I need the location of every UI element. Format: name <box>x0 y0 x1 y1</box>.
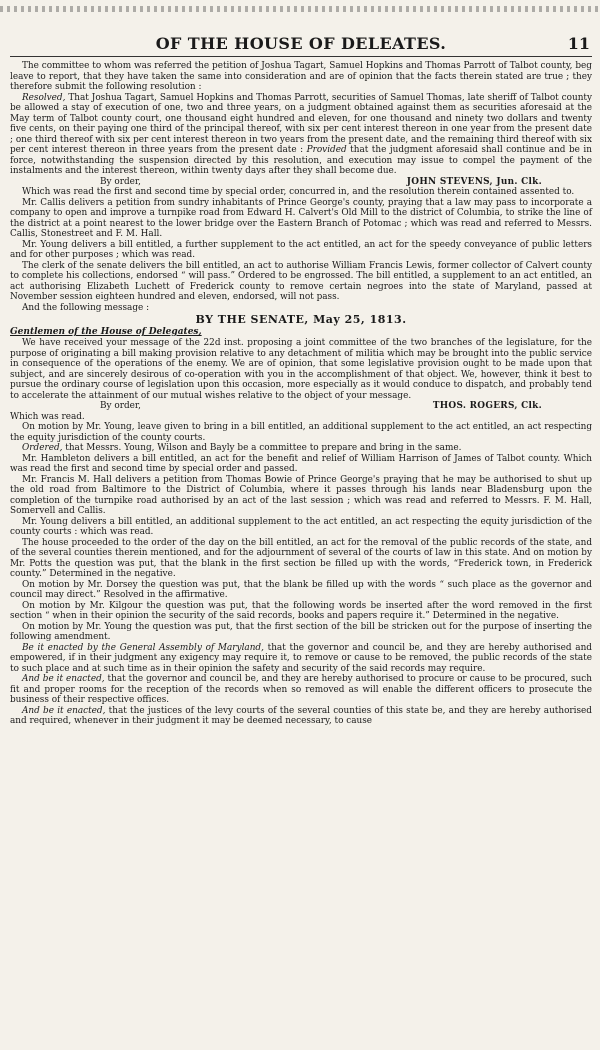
callis-petition-paragraph: Mr. Callis delivers a petition from sundry inhabitants of Prince George's county, praying that a law may pass to incorporate a company to open and improve a turnpike road from Edward H. Calvert's Old Mill to the district of Columbia, to strike the line of the district at a point nearest to the lower bridge over the Eastern Branch of Potomac ; which was read and referred to Messrs. Callis, Stonestreet and F. M. Hall. <box>10 197 592 239</box>
ordered-label: Ordered, <box>22 443 63 453</box>
by-order-label: By order, <box>100 176 141 187</box>
provided-label: Provided <box>303 145 347 155</box>
page-number: 11 <box>567 34 590 53</box>
young-bill-paragraph: Mr. Young delivers a bill entitled, a further supplement to the act entitled, an act for the speedy conveyance of public letters and for other purposes ; which was read. <box>10 239 592 260</box>
resolution-text: That Joshua Tagart, Samuel Hopkins and Thomas Parrott, securities of Samuel Thomas, late sheriff of Talbot county be allowed a stay of execution of one, two and three years, on a judgment obtained against them as securities aforesaid at the May term of Talbot county court, one thousand eight hundred and eleven, for one thousand and ninety two dollars and twenty five cents, on their paying one third of the principal thereof, with six per cent interest thereon in one year from the present date ; one third thereof with six per cent interest thereon in two years from the present date, and the remaining third thereof with six per cent interest thereon in three years from the present date : <box>10 92 592 155</box>
young-supplement-paragraph: Mr. Young delivers a bill entitled, an additional supplement to the act entitled, an act respecting the equity jurisdiction of the county courts : which was read. <box>10 516 592 537</box>
provided-text: that the judgment aforesaid shall continue and be in force, notwithstanding the suspension directed by this resolution, and execution may issue to compel the payment of the instalments and the interest thereon, within twenty days after they shall become due. <box>10 145 592 176</box>
enacted-label: And be it enacted, <box>22 674 105 684</box>
enactment-text: that the justices of the levy courts of the several counties of this state be, and they are hereby authorised and required, whenever in their judgment it may be deemed necessary, to cause <box>10 705 592 726</box>
enactment-paragraph-2 <box>10 674 592 706</box>
order-of-day-paragraph: The house proceeded to the order of the day on the bill entitled, an act for the removal of the public records of the state, and of the several counties therein mentioned, and for the adjournment of several of the courts of law in this state. And on motion by Mr. Potts the question was put, that the blank in the first section be filled up with the words, “Frederick town, in Frederick county.” Determined in the negative. <box>10 537 592 579</box>
page-header <box>10 34 592 57</box>
ordered-text: that Messrs. Young, Wilson and Bayly be a committee to prepare and bring in the same. <box>62 443 462 453</box>
enactment-text: that the governor and council be, and they are hereby authorised and empowered, if in their judgment any exigency may require it, to remove or cause to be removed, the public records of the state to such place and at such time as in their opinion the safety and security of the said records may require. <box>10 642 592 674</box>
salutation: Gentlemen of the House of Delegates, <box>10 327 202 337</box>
enactment-paragraph-3 <box>10 706 592 727</box>
committee-report-paragraph: The committee to whom was referred the petition of Joshua Tagart, Samuel Hopkins and Thomas Parrott of Talbot county, beg leave to report, that they have taken the same into consideration and are of opinion that the facts therein stated are true ; they therefore submit the following resolution : <box>10 61 592 92</box>
signature-stevens <box>10 177 592 188</box>
enactment-paragraph-1 <box>10 643 592 675</box>
senate-message-paragraph: We have received your message of the 22d inst. proposing a joint committee of the two branches of the legislature, for the purpose of originating a bill making provision relative to any detachment of militia which may be brought into the public service in consequence of the operations of the enemy. We are of opinion, that some legislative provision ought to be made upon that subject, and are sincerely desirous of co-operation with you in the accomplishment of that object. We, however, think it best to pursue the ordinary course of legislation upon this occasion, more especially as it would conduce to dispatch, and probably tend to accelerate the attainment of our mutual wishes relative to the object of your message. <box>10 338 592 401</box>
clerk-name: THOS. ROGERS, Clk. <box>432 401 542 411</box>
kilgour-motion-paragraph: On motion by Mr. Kilgour the question was put, that the following words be inserted after the word removed in the first section “ when in their opinion the security of the said records, books and papers require it.” Determined in the negative. <box>10 600 592 621</box>
young-motion-paragraph: On motion by Mr. Young, leave given to bring in a bill entitled, an additional supplement to the act entitled, an act respecting the equity jurisdiction of the county courts. <box>10 422 592 443</box>
message-intro-paragraph: And the following message : <box>22 302 150 313</box>
enacted-label: And be it enacted, <box>22 705 106 716</box>
page-title: OF THE HOUSE OF DELEATES. <box>155 34 447 53</box>
young-amendment-paragraph: On motion by Mr. Young the question was put, that the first section of the bill be stricken out for the purpose of inserting the following amendment. <box>10 621 592 642</box>
senate-clerk-paragraph: The clerk of the senate delivers the bill entitled, an act to authorise William Francis Lewis, former collector of Calvert county to complete his collections, endorsed “ will pass.” Ordered to be engrossed. The bill entitled, a supplement to an act entitled, an act authorising Elizabeth Luchett of Frederick county to remove certain negroes into the state of Maryland, passed at November session eighteen hundred and eleven, endorsed, will not pass. <box>10 260 592 302</box>
resolution-paragraph <box>10 93 592 177</box>
enactment-text: that the governor and council be, and they are hereby authorised to procure or cause to be procured, such fit and proper rooms for the reception of the records when so removed as will enable the different officers to prosecute the business of their respective offices. <box>10 674 592 705</box>
dorsey-motion-paragraph: On motion by Mr. Dorsey the question was put, that the blank be filled up with the words “ such place as the governor and council may direct.” Resolved in the affirmative. <box>10 579 592 600</box>
page-top-border <box>0 6 600 12</box>
resolved-label: Resolved, <box>22 92 66 103</box>
concurrence-paragraph: Which was read the first and second time by special order, concurred in, and the resolution therein contained assented to. <box>22 187 575 197</box>
by-order-label: By order, <box>100 401 141 411</box>
read-paragraph: Which was read. <box>10 411 85 422</box>
signature-rogers <box>10 401 592 412</box>
senate-heading: BY THE SENATE, May 25, 1813. <box>195 313 407 326</box>
ordered-paragraph <box>10 443 592 454</box>
hambleton-bill-paragraph: Mr. Hambleton delivers a bill entitled, an act for the benefit and relief of William Harrison of James of Talbot county. Which was read the first and second time by special order and passed. <box>10 453 592 474</box>
hall-petition-paragraph: Mr. Francis M. Hall delivers a petition from Thomas Bowie of Prince George's praying that he may be authorised to shut up the old road from Baltimore to the District of Columbia, where it passes through his lands near Bladensburg upon the completion of the turnpike road authorised by an act of the last session ; which was read and referred to Messrs. F. M. Hall, Somervell and Callis. <box>10 474 592 516</box>
clerk-name: JOHN STEVENS, Jun. Clk. <box>406 176 542 187</box>
enacted-label: Be it enacted by the General Assembly of Maryland, <box>22 642 264 653</box>
